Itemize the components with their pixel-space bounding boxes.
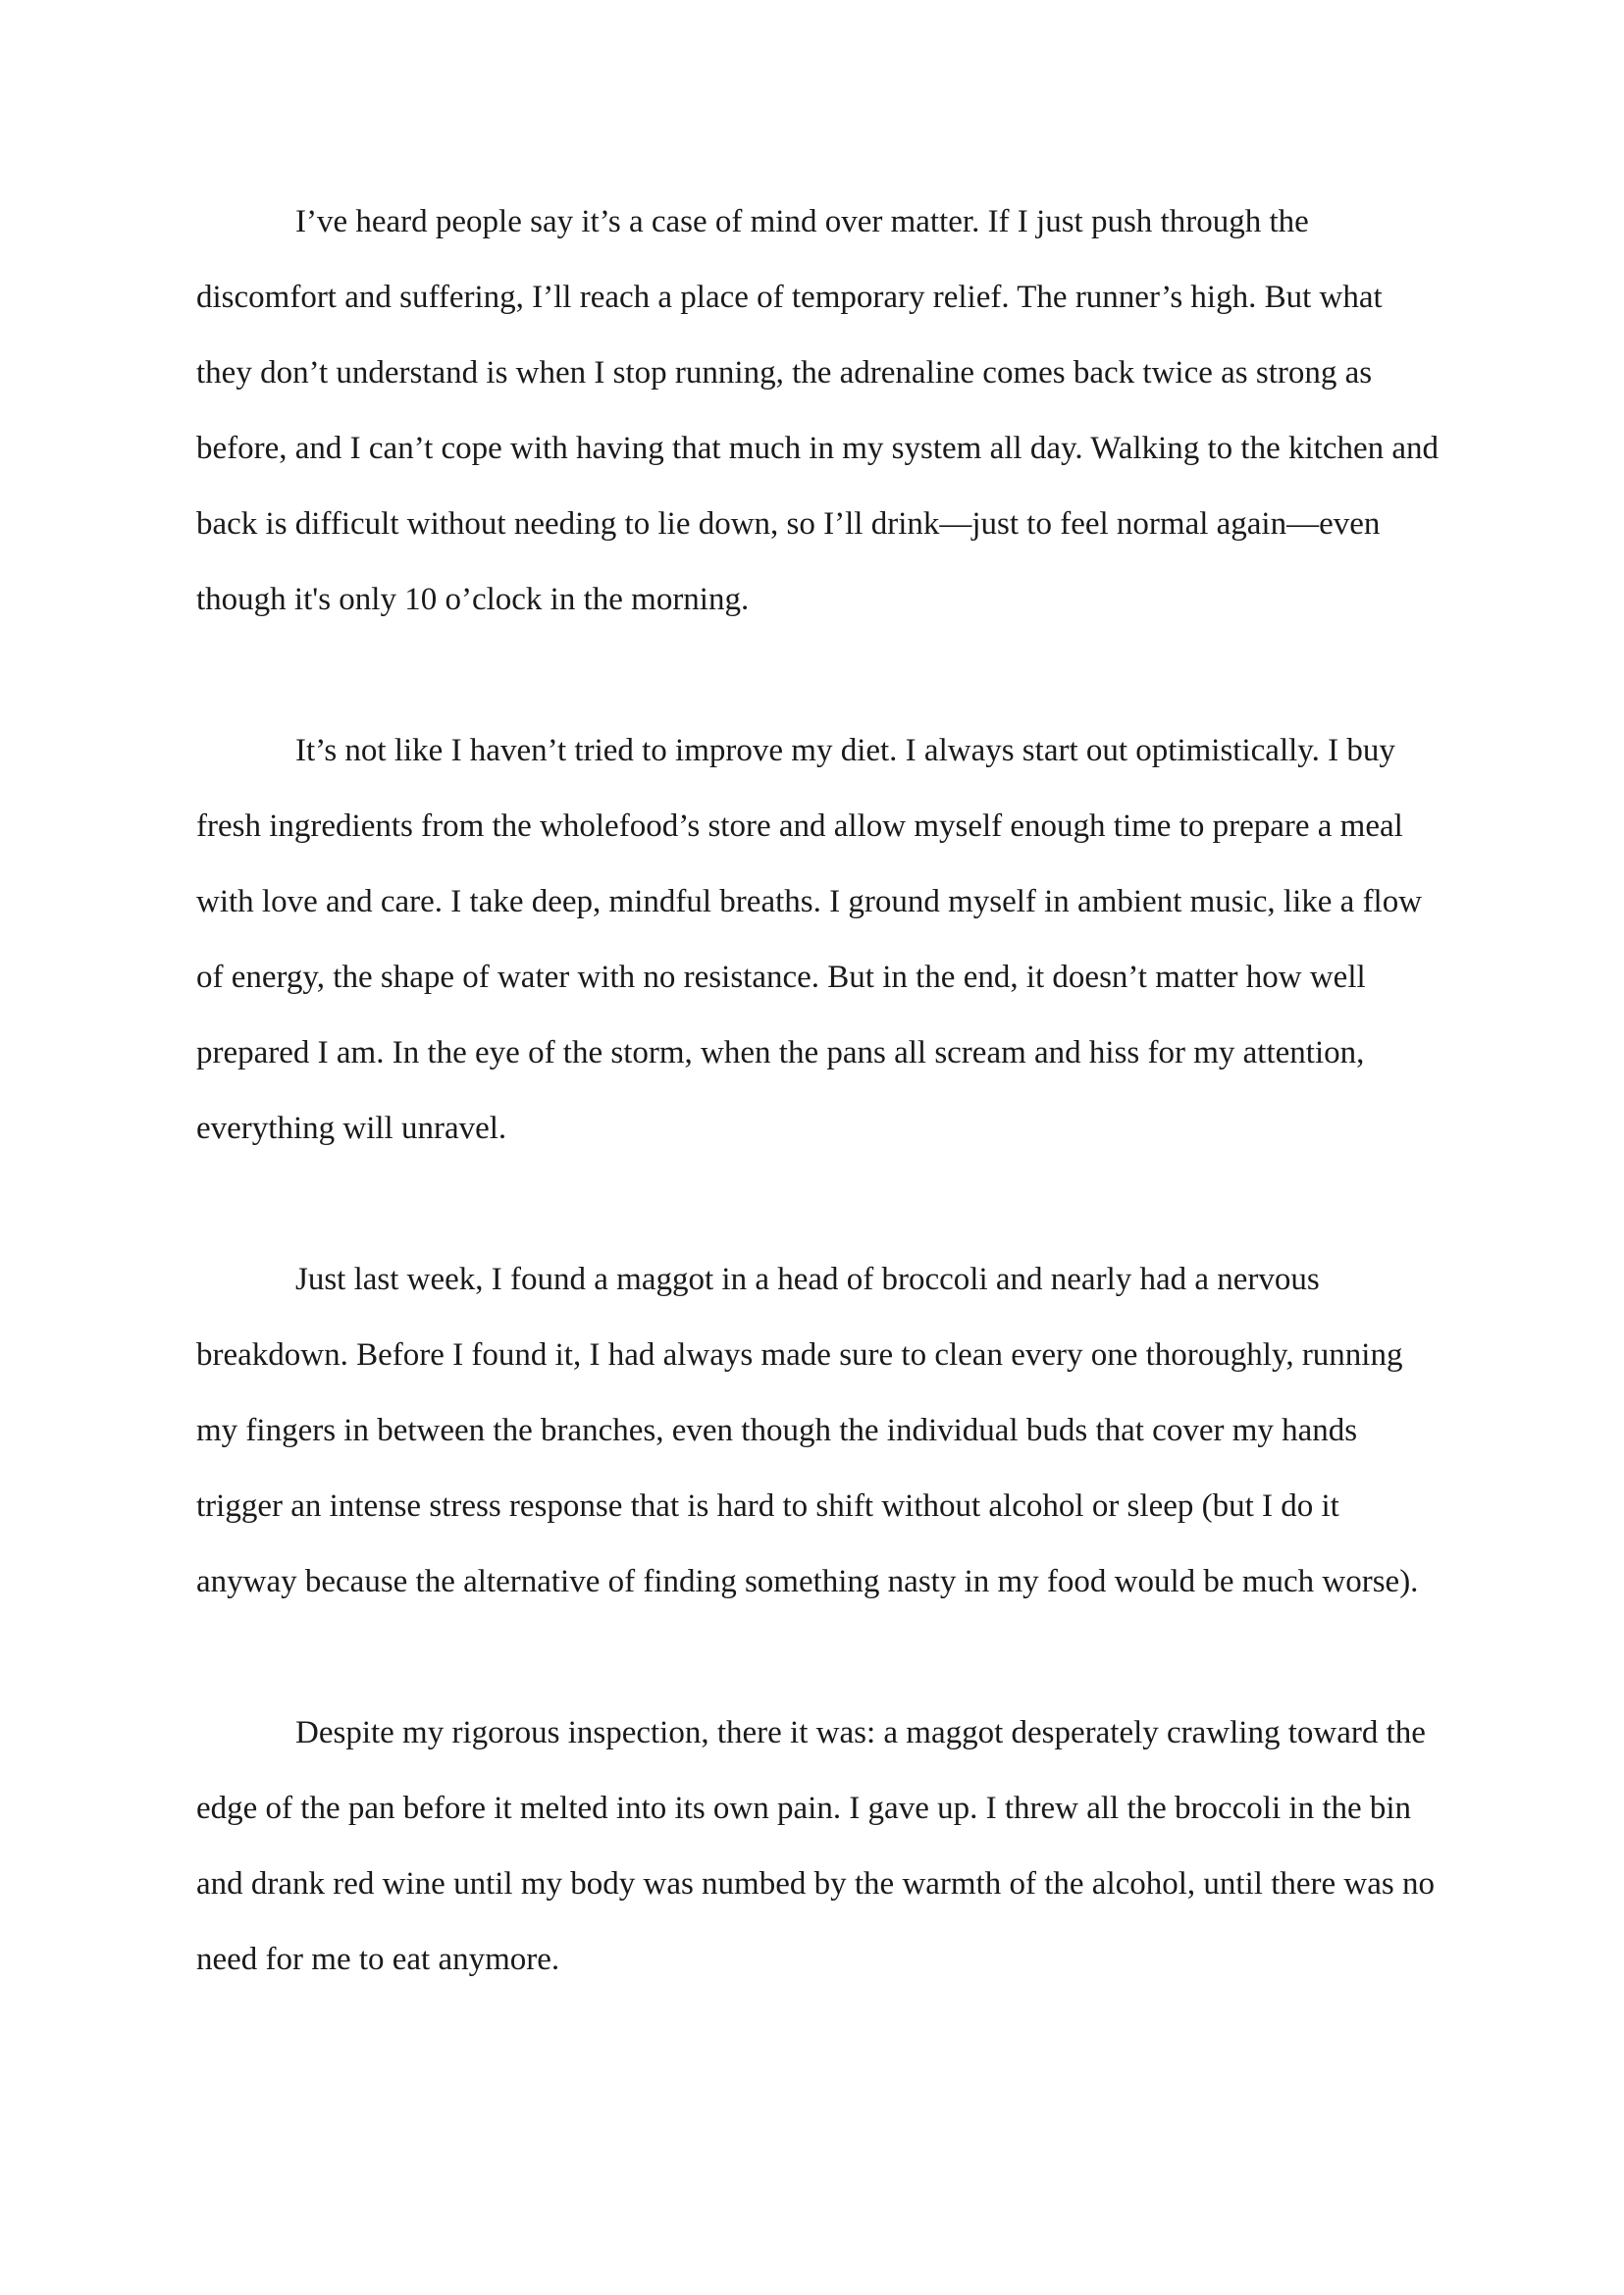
- paragraph-3: Just last week, I found a maggot in a head of broccoli and nearly had a nervous breakdown. Before I found it, I had always made sure to clean every one thoroughly, running my fingers in between the branches, even though the individual buds that cover my hands trigger an intense stress response that is hard to shift without alcohol or sleep (but I do it anyway because the alternative of finding something nasty in my food would be much worse).: [196, 1262, 1419, 1599]
- paragraph-1: I’ve heard people say it’s a case of mind over matter. If I just push through the discomfort and suffering, I’ll reach a place of temporary relief. The runner’s high. But what they don’t understand is when I stop running, the adrenaline comes back twice as strong as before, and I can’t cope with having that much in my system all day. Walking to the kitchen and back is difficult without needing to lie down, so I’ll drink—just to feel normal again—even though it's only 10 o’clock in the morning.: [196, 204, 1439, 617]
- document-body: [196, 184, 1442, 1998]
- paragraph-4: Despite my rigorous inspection, there it was: a maggot desperately crawling toward the edge of the pan before it melted into its own pain. I gave up. I threw all the broccoli in the bin and drank red wine until my body was numbed by the warmth of the alcohol, until there was no need for me to eat anymore.: [196, 1715, 1435, 1977]
- paragraph-2: It’s not like I haven’t tried to improve my diet. I always start out optimistically. I buy fresh ingredients from the wholefood’s store and allow myself enough time to prepare a meal with love and care. I take deep, mindful breaths. I ground myself in ambient music, like a flow of energy, the shape of water with no resistance. But in the end, it doesn’t matter how well prepared I am. In the eye of the storm, when the pans all scream and hiss for my attention, everything will unravel.: [196, 733, 1423, 1146]
